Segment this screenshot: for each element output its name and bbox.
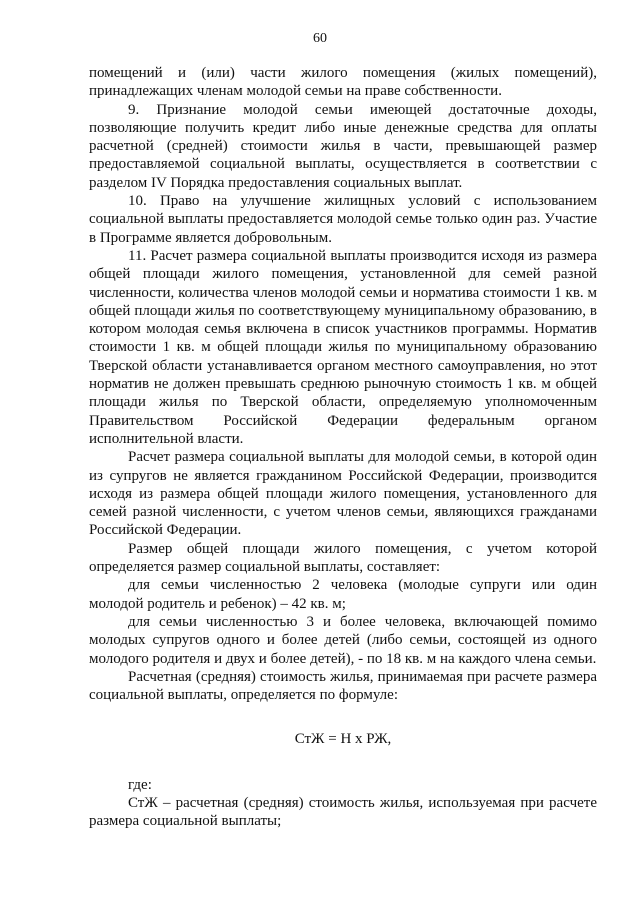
paragraph-11: 11. Расчет размера социальной выплаты производится исходя из размера общей площади жилого помещения, установленной для семей разной численности, количества членов молодой семьи и норматива стоимости 1 кв. м общей площади жилья по соответствующему муниципальному образованию, в котором молодая семья включена в список участников программы. Норматив стоимости 1 кв. м общей площади жилья по муниципальному образованию Тверской области устанавливается органом местного самоуправления, но этот норматив не должен превышать среднюю рыночную стоимость 1 кв. м общей площади жилья по Тверской области, определяемую уполномоченным Правительством Российской Федерации федеральным органом исполнительной власти. <box>89 247 597 447</box>
paragraph-9: 9. Признание молодой семьи имеющей достаточные доходы, позволяющие получить кредит либо иные денежные средства для оплаты расчетной (средней) стоимости жилья в части, превышающей размер предоставляемой социальной выплаты, осуществляется в соответствии с разделом IV Порядка предоставления социальных выплат. <box>89 101 597 191</box>
paragraph-formula-intro: Расчетная (средняя) стоимость жилья, принимаемая при расчете размера социальной выплаты, определяется по формуле: <box>89 668 597 704</box>
document-body <box>89 64 597 831</box>
page-number: 60 <box>313 31 327 46</box>
definition-stzh: СтЖ – расчетная (средняя) стоимость жилья, используемая при расчете размера социальной выплаты; <box>89 794 597 830</box>
paragraph-foreign-spouse: Расчет размера социальной выплаты для молодой семьи, в которой один из супругов не является гражданином Российской Федерации, производится исходя из размера общей площади жилого помещения, установленного для семей разной численности, с учетом членов семьи, являющихся гражданами Российской Федерации. <box>89 449 597 539</box>
paragraph-10: 10. Право на улучшение жилищных условий с использованием социальной выплаты предоставляется молодой семье только один раз. Участие в Программе является добровольным. <box>89 193 597 246</box>
paragraph-area-size: Размер общей площади жилого помещения, с учетом которой определяется размер социальной выплаты, составляет: <box>89 540 597 576</box>
formula: СтЖ = Н х РЖ, <box>294 731 392 748</box>
paragraph-two-person-family: для семьи численностью 2 человека (молодые супруги или один молодой родитель и ребенок) – 42 кв. м; <box>89 577 597 612</box>
paragraph-continuation: помещений и (или) части жилого помещения (жилых помещений), принадлежащих членам молодой семьи на праве собственности. <box>89 65 597 100</box>
paragraph-three-plus-family: для семьи численностью 3 и более человека, включающей помимо молодых супругов одного и более детей (либо семьи, состоящей из одного молодого родителя и двух и более детей), - по 18 кв. м на каждого члена семьи. <box>89 613 597 667</box>
where-label: где: <box>128 776 152 793</box>
